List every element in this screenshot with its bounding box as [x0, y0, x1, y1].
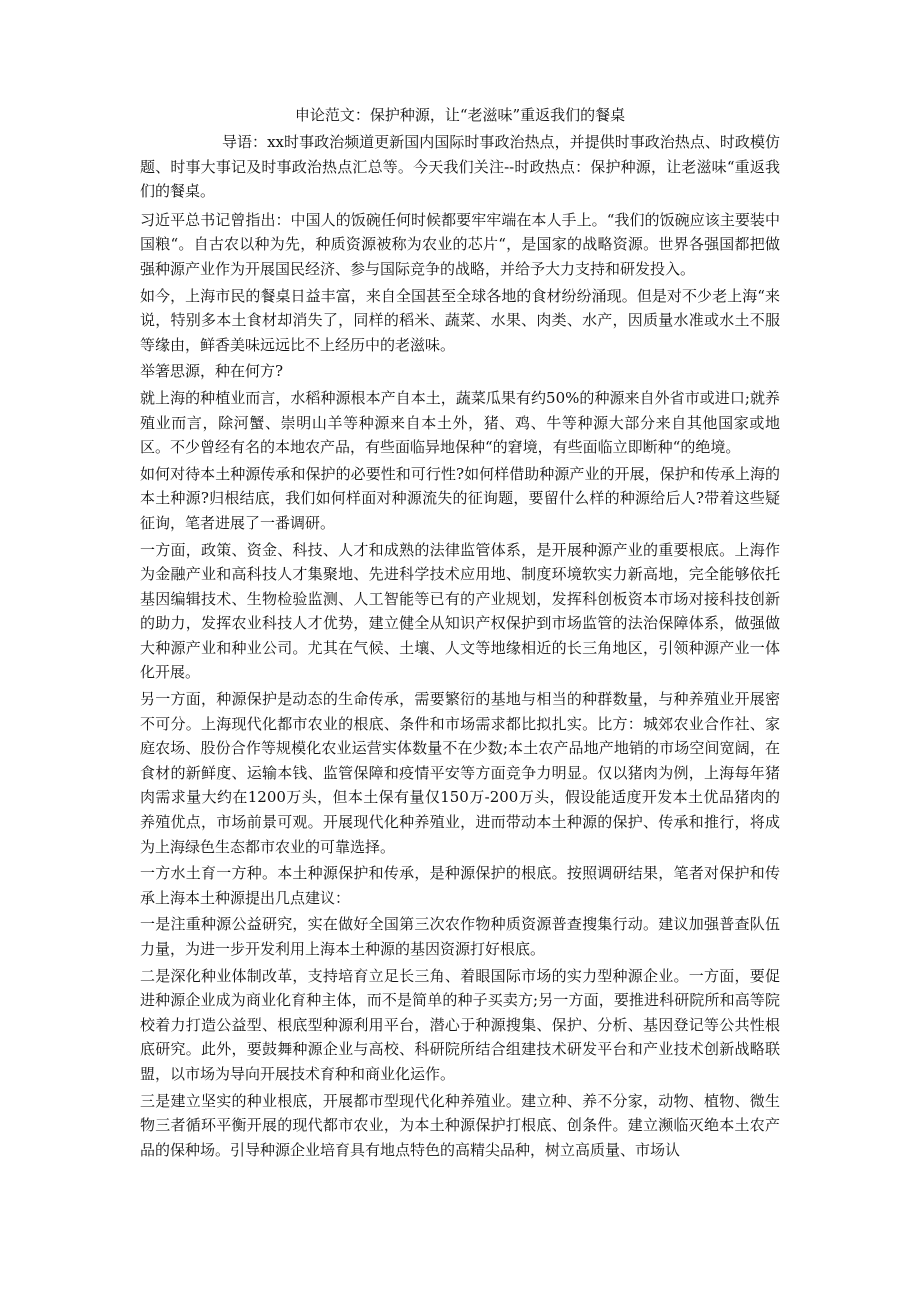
intro-paragraph: 导语：xx时事政治频道更新国内国际时事政治热点，并提供时事政治热点、时政模仿题、时事大事记及时事政治热点汇总等。今天我们关注--时政热点：保护种源，让老滋味“重返我们的餐桌。 — [140, 133, 780, 201]
body-paragraph: 一方面，政策、资金、科技、人才和成熟的法律监管体系，是开展种源产业的重要根底。上海作为金融产业和高科技人才集聚地、先进科学技术应用地、制度环境软实力新高地，完全能够依托基因编辑技术、生物检验监测、人工智能等已有的产业规划，发挥科创板资本市场对接科技创新的助力，发挥农业科技人才优势，建立健全从知识产权保护到市场监管的法治保障体系，做强做大种源产业和种业公司。尤其在气候、土壤、人文等地缘相近的长三角地区，引领种源产业一体化开展。 — [140, 540, 780, 682]
body-paragraph: 如何对待本土种源传承和保护的必要性和可行性?如何样借助种源产业的开展，保护和传承上海的本土种源?归根结底，我们如何样面对种源流失的征询题，要留什么样的种源给后人?带着这些疑征询，笔者进展了一番调研。 — [140, 464, 780, 532]
body-paragraph: 二是深化种业体制改革，支持培育立足长三角、着眼国际市场的实力型种源企业。一方面，要促进种源企业成为商业化育种主体，而不是简单的种子买卖方;另一方面，要推进科研院所和高等院校着力打造公益型、根底型种源利用平台，潜心于种源搜集、保护、分析、基因登记等公共性根底研究。此外，要鼓舞种源企业与高校、科研院所结合组建技术研发平台和产业技术创新战略联盟，以市场为导向开展技术育种和商业化运作。 — [140, 966, 780, 1083]
document-page — [140, 104, 780, 1162]
body-paragraph: 如今，上海市民的餐桌日益丰富，来自全国甚至全球各地的食材纷纷涌现。但是对不少老上海“来说，特别多本土食材却消失了，同样的稻米、蔬菜、水果、肉类、水产，因质量水准或水土不服等缘由，鲜香美味远远比不上经历中的老滋味。 — [140, 286, 780, 354]
body-paragraph: 举箸思源，种在何方? — [140, 362, 284, 381]
body-paragraph: 一是注重种源公益研究，实在做好全国第三次农作物种质资源普查搜集行动。建议加强普查队伍力量，为进一步开发利用上海本土种源的基因资源打好根底。 — [140, 915, 780, 958]
body-paragraph: 另一方面，种源保护是动态的生命传承，需要繁衍的基地与相当的种群数量，与种养殖业开展密不可分。上海现代化都市农业的根底、条件和市场需求都比拟扎实。比方：城郊农业合作社、家庭农场、股份合作等规模化农业运营实体数量不在少数;本土农产品地产地销的市场空间宽阔，在食材的新鲜度、运输本钱、监管保障和疫情平安等方面竞争力明显。仅以猪肉为例，上海每年猪肉需求量大约在1200万头，但本土保有量仅150万-200万头，假设能适度开发本土优品猪肉的养殖优点，市场前景可观。开展现代化种养殖业，进而带动本土种源的保护、传承和推行，将成为上海绿色生态都市农业的可靠选择。 — [140, 690, 780, 856]
document-title: 申论范文：保护种源，让“老滋味”重返我们的餐桌 — [294, 106, 626, 124]
body-paragraph: 三是建立坚实的种业根底，开展都市型现代化种养殖业。建立种、养不分家，动物、植物、微生物三者循环平衡开展的现代都市农业，为本土种源保护打根底、创条件。建立濒临灭绝本土农产品的保种场。引导种源企业培育具有地点特色的高精尖品种，树立高质量、市场认 — [140, 1091, 780, 1159]
body-paragraph: 习近平总书记曾指出：中国人的饭碗任何时候都要牢牢端在本人手上。“我们的饭碗应该主要装中国粮“。自古农以种为先，种质资源被称为农业的芯片“，是国家的战略资源。世界各强国都把做强种源产业作为开展国民经济、参与国际竞争的战略，并给予大力支持和研发投入。 — [140, 210, 780, 278]
body-paragraph: 一方水土育一方种。本土种源保护和传承，是种源保护的根底。按照调研结果，笔者对保护和传承上海本土种源提出几点建议： — [140, 864, 780, 907]
body-paragraph: 就上海的种植业而言，水稻种源根本产自本土，蔬菜瓜果有约50%的种源来自外省市或进口;就养殖业而言，除河蟹、崇明山羊等种源来自本土外，猪、鸡、牛等种源大部分来自其他国家或地区。不少曾经有名的本地农产品，有些面临异地保种“的窘境，有些面临立即断种“的绝境。 — [140, 388, 780, 457]
